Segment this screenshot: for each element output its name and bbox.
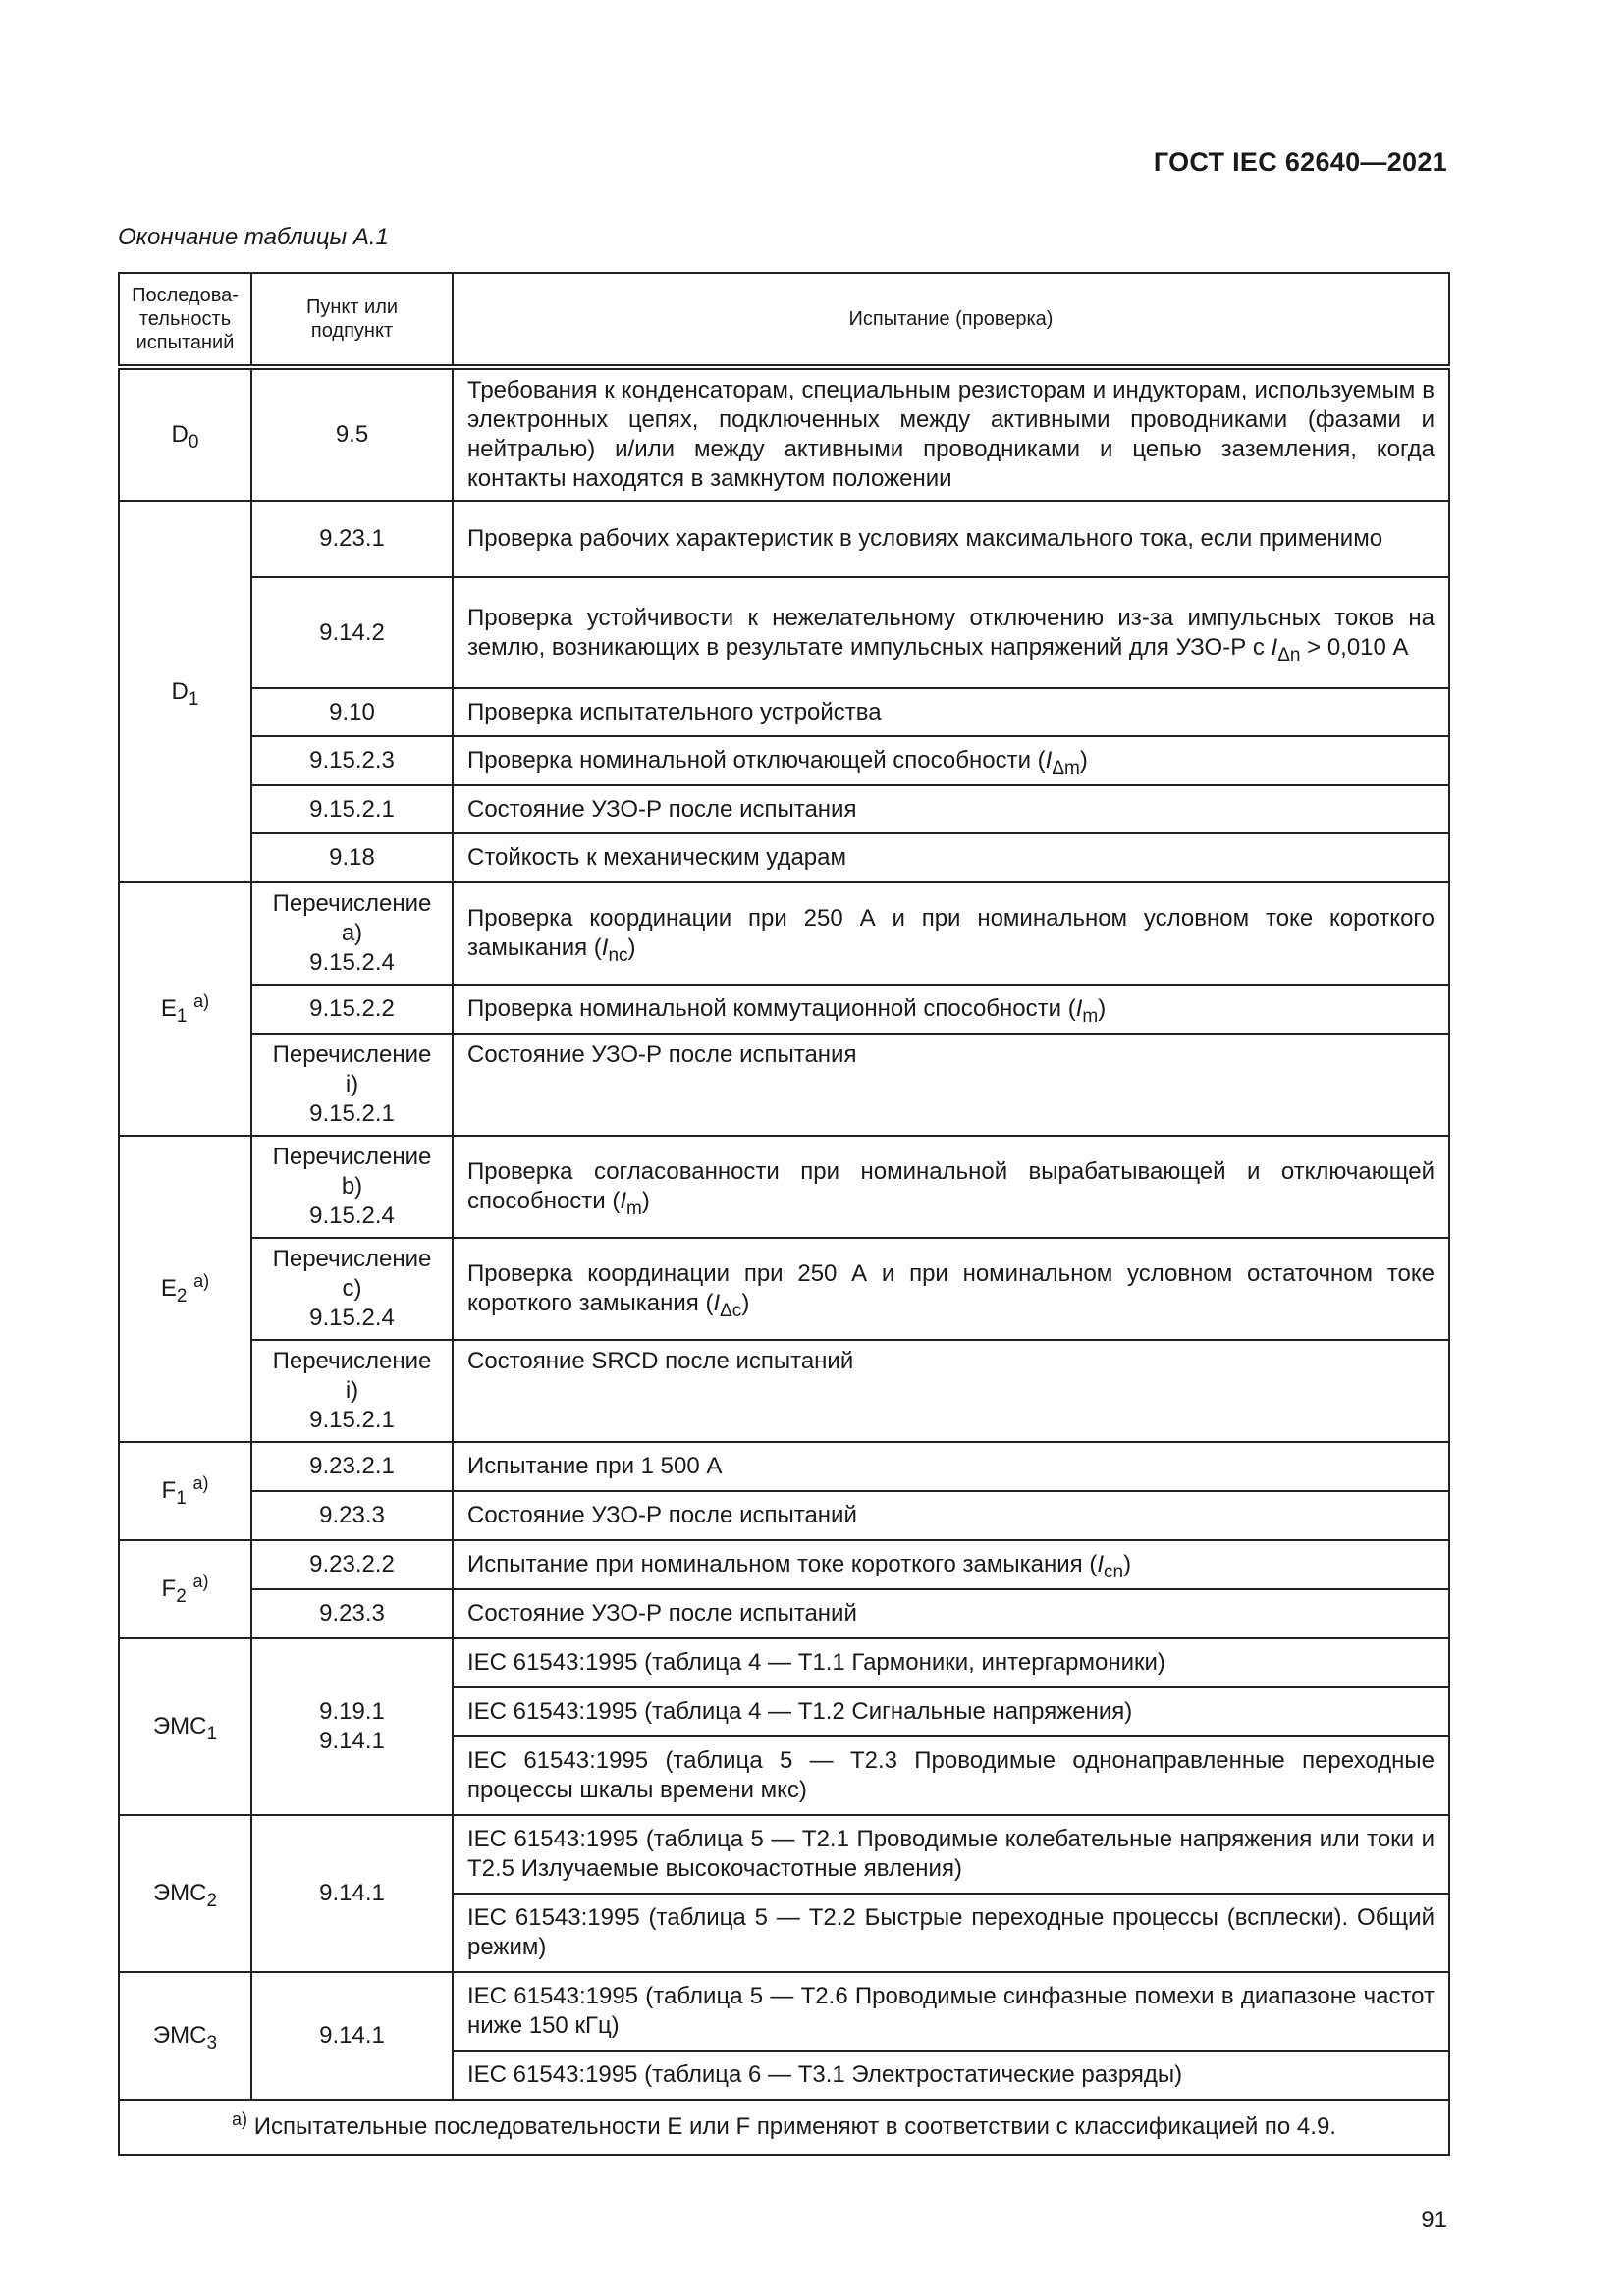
test-cell: Проверка номинальной отключающей способности $(I_{\Delta m})$ xyxy=(453,736,1449,785)
clause-cell: Перечисление а) 9.15.2.4 xyxy=(251,882,453,985)
document-code: ГОСТ IEC 62640—2021 xyxy=(1153,147,1447,177)
table-row xyxy=(119,1442,1449,1491)
clause-cell: 9.23.1 xyxy=(251,501,453,577)
test-cell: Проверка рабочих характеристик в условиях максимального тока, если применимо xyxy=(453,501,1449,577)
test-cell: IEC 61543:1995 (таблица 5 — T2.6 Проводимые синфазные помехи в диапазоне частот ниже 150 кГц) xyxy=(453,1972,1449,2051)
test-cell: Стойкость к механическим ударам xyxy=(453,833,1449,882)
clause-cell: 9.15.2.1 xyxy=(251,785,453,833)
table-row xyxy=(119,501,1449,577)
sequence-f2: $F_2$ $^{а)}$ xyxy=(119,1540,251,1638)
table-row xyxy=(119,367,1449,501)
clause-cell: 9.15.2.2 xyxy=(251,985,453,1034)
sequence-f1: $F_1$ $^{а)}$ xyxy=(119,1442,251,1540)
test-cell: Проверка согласованности при номинальной вырабатывающей и отключающей способности $(I_m)$ xyxy=(453,1136,1449,1238)
test-cell: Состояние УЗО-Р после испытаний xyxy=(453,1589,1449,1638)
test-cell: Проверка координации при 250 А и при номинальном условном токе короткого замыкания $(I_{nc})$ xyxy=(453,882,1449,985)
table-row xyxy=(119,1540,1449,1589)
test-cell: Состояние УЗО-Р после испытания xyxy=(453,1034,1449,1136)
clause-cell: Перечисление b) 9.15.2.4 xyxy=(251,1136,453,1238)
sequence-emc3: $ЭМС_3$ xyxy=(119,1972,251,2100)
table-row xyxy=(119,833,1449,882)
test-cell: Состояние SRCD после испытаний xyxy=(453,1340,1449,1442)
table-footnote: $^{а)}$ Испытательные последовательности E или F применяют в соответствии с классификацией по 4.9. xyxy=(119,2100,1449,2155)
test-cell: Проверка испытательного устройства xyxy=(453,688,1449,736)
test-cell: IEC 61543:1995 (таблица 4 — T1.2 Сигнальные напряжения) xyxy=(453,1687,1449,1736)
sequence-emc1: $ЭМС_1$ xyxy=(119,1638,251,1815)
clause-cell: 9.18 xyxy=(251,833,453,882)
table-row xyxy=(119,1638,1449,1687)
clause-cell: 9.19.1 9.14.1 xyxy=(251,1638,453,1815)
clause-cell: 9.23.3 xyxy=(251,1491,453,1540)
test-cell: IEC 61543:1995 (таблица 6 — T3.1 Электростатические разряды) xyxy=(453,2051,1449,2100)
clause-cell: 9.14.1 xyxy=(251,1815,453,1972)
test-cell: IEC 61543:1995 (таблица 5 — T2.2 Быстрые переходные процессы (всплески). Общий режим) xyxy=(453,1894,1449,1972)
table-row xyxy=(119,736,1449,785)
page-number: 91 xyxy=(1421,2207,1447,2233)
sequence-d1: $D_1$ xyxy=(119,501,251,882)
clause-cell: 9.14.1 xyxy=(251,1972,453,2100)
table-row xyxy=(119,1589,1449,1638)
table-row xyxy=(119,577,1449,688)
table-row xyxy=(119,985,1449,1034)
table-row xyxy=(119,1136,1449,1238)
test-cell: Проверка устойчивости к нежелательному отключению из-за импульсных токов на землю, возникающих в результате импульсных напряжений для УЗО-Р с $I_{\Delta n} > 0,010$ А xyxy=(453,577,1449,688)
clause-cell: 9.23.3 xyxy=(251,1589,453,1638)
test-cell: Состояние УЗО-Р после испытания xyxy=(453,785,1449,833)
test-cell: Проверка координации при 250 А и при номинальном условном остаточном токе короткого замыкания $(I_{\Delta c})$ xyxy=(453,1238,1449,1340)
sequence-e2: $E_2$ $^{а)}$ xyxy=(119,1136,251,1442)
table-row xyxy=(119,1972,1449,2051)
table-caption: Окончание таблицы А.1 xyxy=(118,224,389,250)
table-row xyxy=(119,1238,1449,1340)
test-cell: Испытание при 1 500 А xyxy=(453,1442,1449,1491)
table-row xyxy=(119,688,1449,736)
header-test: Испытание (проверка) xyxy=(453,273,1449,367)
test-cell: Состояние УЗО-Р после испытаний xyxy=(453,1491,1449,1540)
test-sequence-table xyxy=(118,272,1450,2156)
clause-cell: 9.23.2.2 xyxy=(251,1540,453,1589)
test-cell: IEC 61543:1995 (таблица 5 — T2.3 Проводимые однонаправленные переходные процессы шкалы времени мкс) xyxy=(453,1736,1449,1815)
table-row xyxy=(119,1815,1449,1894)
test-cell: Проверка номинальной коммутационной способности $(I_m)$ xyxy=(453,985,1449,1034)
table-row xyxy=(119,882,1449,985)
clause-cell: Перечисление i) 9.15.2.1 xyxy=(251,1034,453,1136)
clause-cell: 9.23.2.1 xyxy=(251,1442,453,1491)
table-footnote-row xyxy=(119,2100,1449,2155)
test-cell: Требования к конденсаторам, специальным резисторам и индукторам, используемым в электронных цепях, подключенных между активными проводниками (фазами и нейтралью) и/или между активными проводниками и цепью заземления, когда контакты находятся в замкнутом положении xyxy=(453,367,1449,501)
test-cell: Испытание при номинальном токе короткого замыкания $(I_{cn})$ xyxy=(453,1540,1449,1589)
table-row xyxy=(119,785,1449,833)
test-cell: IEC 61543:1995 (таблица 5 — T2.1 Проводимые колебательные напряжения или токи и T2.5 Излучаемые высокочастотные явления) xyxy=(453,1815,1449,1894)
clause-cell: 9.5 xyxy=(251,367,453,501)
clause-cell: 9.14.2 xyxy=(251,577,453,688)
clause-cell: Перечисление с) 9.15.2.4 xyxy=(251,1238,453,1340)
table-row xyxy=(119,1034,1449,1136)
sequence-emc2: $ЭМС_2$ xyxy=(119,1815,251,1972)
clause-cell: 9.10 xyxy=(251,688,453,736)
header-sequence: Последова- тельность испытаний xyxy=(119,273,251,367)
table-row xyxy=(119,1491,1449,1540)
sequence-d0: $D_0$ xyxy=(119,367,251,501)
table-row xyxy=(119,1340,1449,1442)
clause-cell: 9.15.2.3 xyxy=(251,736,453,785)
header-clause: Пункт или подпункт xyxy=(251,273,453,367)
test-cell: IEC 61543:1995 (таблица 4 — T1.1 Гармоники, интергармоники) xyxy=(453,1638,1449,1687)
clause-cell: Перечисление i) 9.15.2.1 xyxy=(251,1340,453,1442)
sequence-e1: $E_1$ $^{а)}$ xyxy=(119,882,251,1136)
table-header-row xyxy=(119,273,1449,367)
